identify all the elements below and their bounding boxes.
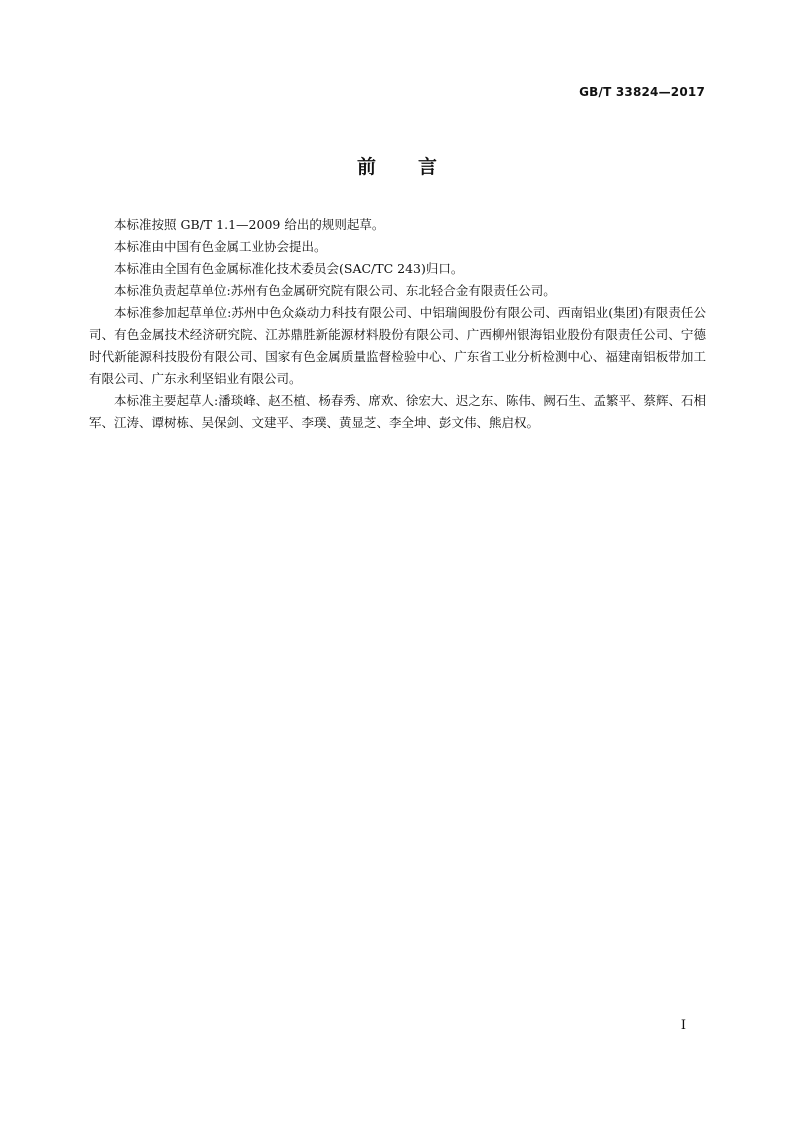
paragraph-drafting-rules: 本标准按照 GB/T 1.1—2009 给出的规则起草。 [114, 217, 385, 232]
paragraph-lead-drafters: 本标准负责起草单位:苏州有色金属研究院有限公司、东北轻合金有限责任公司。 [114, 283, 556, 298]
standard-number: GB/T 33824—2017 [579, 85, 705, 99]
paragraph-main-authors: 本标准主要起草人:潘琰峰、赵丕植、杨春秀、席欢、徐宏大、迟之东、陈伟、阙石生、孟繁平、蔡辉、石相军、江涛、谭树栋、吴保剑、文建平、李璞、黄显芝、李全坤、彭文伟、熊启权。 [89, 393, 706, 430]
page-title: 前言 [356, 156, 479, 178]
paragraph-proposer: 本标准由中国有色金属工业协会提出。 [114, 239, 327, 254]
page-number: I [680, 1018, 686, 1033]
paragraph-participating-drafters: 本标准参加起草单位:苏州中色众焱动力科技有限公司、中铝瑞闽股份有限公司、西南铝业(集团)有限责任公司、有色金属技术经济研究院、江苏鼎胜新能源材料股份有限公司、广西柳州银海铝业股份有限责任公司、宁德时代新能源科技股份有限公司、国家有色金属质量监督检验中心、广东省工业分析检测中心、福建南铝板带加工有限公司、广东永利坚铝业有限公司。 [89, 305, 706, 386]
preface-body [89, 214, 706, 434]
paragraph-administrator: 本标准由全国有色金属标准化技术委员会(SAC/TC 243)归口。 [114, 261, 464, 276]
